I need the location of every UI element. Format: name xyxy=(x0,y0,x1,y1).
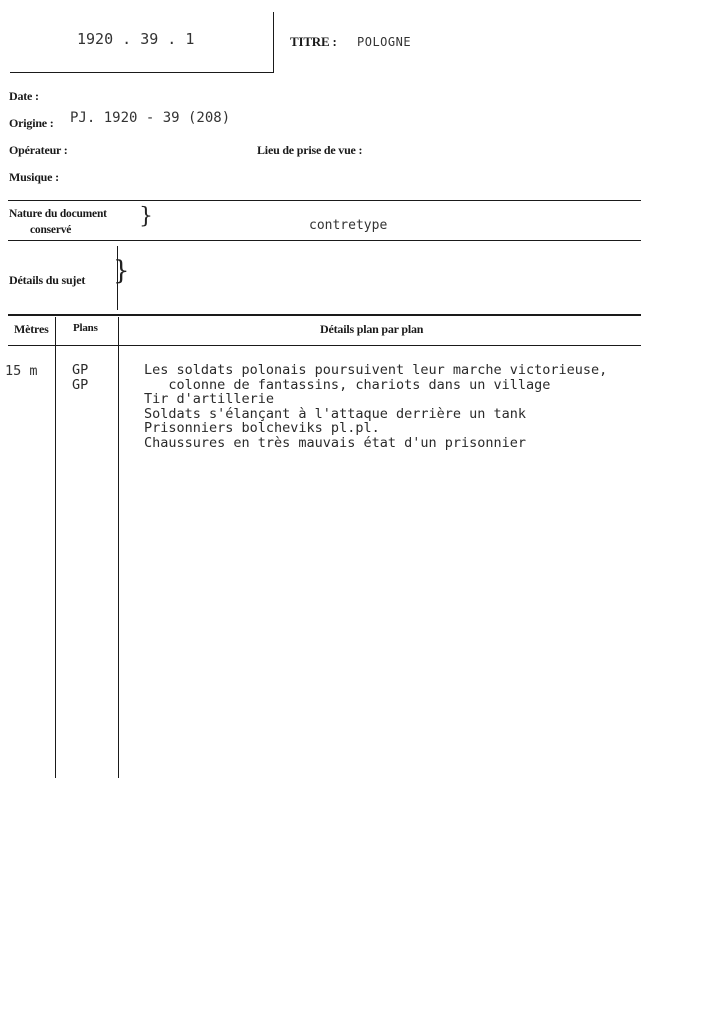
details-column xyxy=(144,363,607,450)
nature-label-line1: Nature du document xyxy=(9,208,107,220)
col-header-metres: Mètres xyxy=(14,322,49,336)
detail-line: colonne de fantassins, chariots dans un village xyxy=(144,376,551,393)
details-sujet-label: Détails du sujet xyxy=(9,273,86,287)
header-box-bottom-border xyxy=(10,72,274,73)
header-box-right-border xyxy=(273,12,274,73)
detail-line: Chaussures en très mauvais état d'un prisonnier xyxy=(144,434,527,451)
details-sujet-brace-icon: } xyxy=(113,256,130,286)
plan-cell: GP xyxy=(72,362,89,378)
col-divider-metres-plans xyxy=(55,317,56,778)
col-header-details: Détails plan par plan xyxy=(320,322,424,336)
col-header-plans: Plans xyxy=(73,322,98,334)
titre-value: POLOGNE xyxy=(357,35,412,49)
titre-label: TITRE : xyxy=(290,34,337,49)
plan-cell: GP xyxy=(72,376,89,393)
origine-value: PJ. 1920 - 39 (208) xyxy=(70,110,231,126)
origine-label: Origine : xyxy=(9,116,54,130)
nature-label-line2-text: conservé xyxy=(30,224,72,236)
detail-line: Les soldats polonais poursuivent leur marche victorieuse, xyxy=(144,362,608,378)
table-top-rule xyxy=(8,314,641,316)
document-reference: 1920 . 39 . 1 xyxy=(77,30,195,48)
detail-line: Tir d'artillerie xyxy=(144,391,275,407)
date-label: Date : xyxy=(9,89,39,103)
nature-bottom-rule xyxy=(8,240,641,241)
lieu-de-prise-de-vue-label: Lieu de prise de vue : xyxy=(257,143,363,157)
nature-label-line2 xyxy=(30,224,71,236)
nature-value: contretype xyxy=(309,218,388,233)
operateur-label: Opérateur : xyxy=(9,143,68,157)
metres-value: 15 m xyxy=(5,363,38,379)
musique-label: Musique : xyxy=(9,170,59,184)
plans-column xyxy=(72,363,88,392)
detail-line: Soldats s'élançant à l'attaque derrière un tank xyxy=(144,405,527,422)
col-divider-plans-details xyxy=(118,317,119,778)
table-header-rule xyxy=(8,345,641,346)
nature-top-rule xyxy=(8,200,641,201)
detail-line: Prisonniers bolcheviks pl.pl. xyxy=(144,420,380,436)
nature-brace-icon: } xyxy=(139,204,153,229)
